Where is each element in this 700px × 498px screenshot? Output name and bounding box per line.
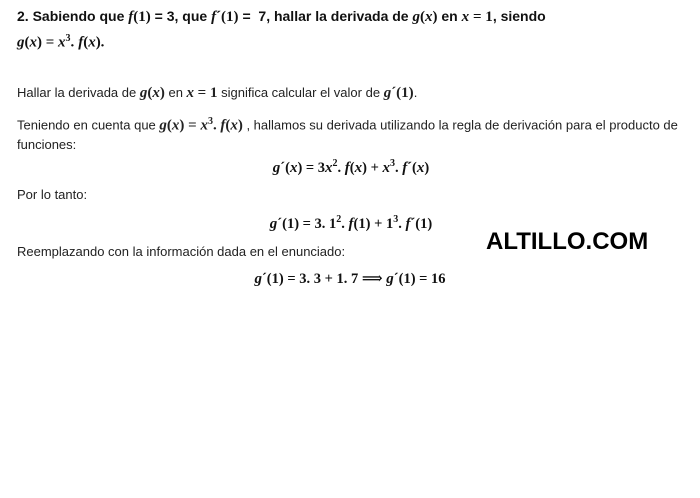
product-rule-paragraph: Teniendo en cuenta que $g(x) = x^3$. f(x) , hallamos su derivada utilizando la regla de derivación para el producto de funciones:	[17, 116, 678, 153]
derivative-equation: g´(x) = $3x^2$. $f(x) + x^3$. f´(x)	[272, 158, 430, 176]
evaluated-equation: g´(1) = 3. $1^2$. $f(1) + 1^3$. f´(1)	[269, 214, 433, 232]
problem-statement	[17, 6, 688, 54]
watermark-logo: ALTILLO.COM	[486, 228, 649, 255]
solution-intro: Hallar la derivada de g(x) en x = 1 significa calcular el valor de g´(1).	[17, 85, 418, 101]
therefore-label: Por lo tanto:	[17, 187, 88, 202]
problem-line-1: 2. Sabiendo que f(1) = 3, que f´(1) = 7, hallar la derivada de g(x) en x = 1, siendo	[17, 8, 546, 25]
replace-label: Reemplazando con la información dada en el enunciado:	[17, 244, 346, 259]
problem-line-2: $g(x) = x^3$. f(x).	[17, 33, 105, 51]
result-equation: g´(1) = 3. 3 + 1. 7 ⟹ g´(1) = 16	[254, 271, 446, 287]
